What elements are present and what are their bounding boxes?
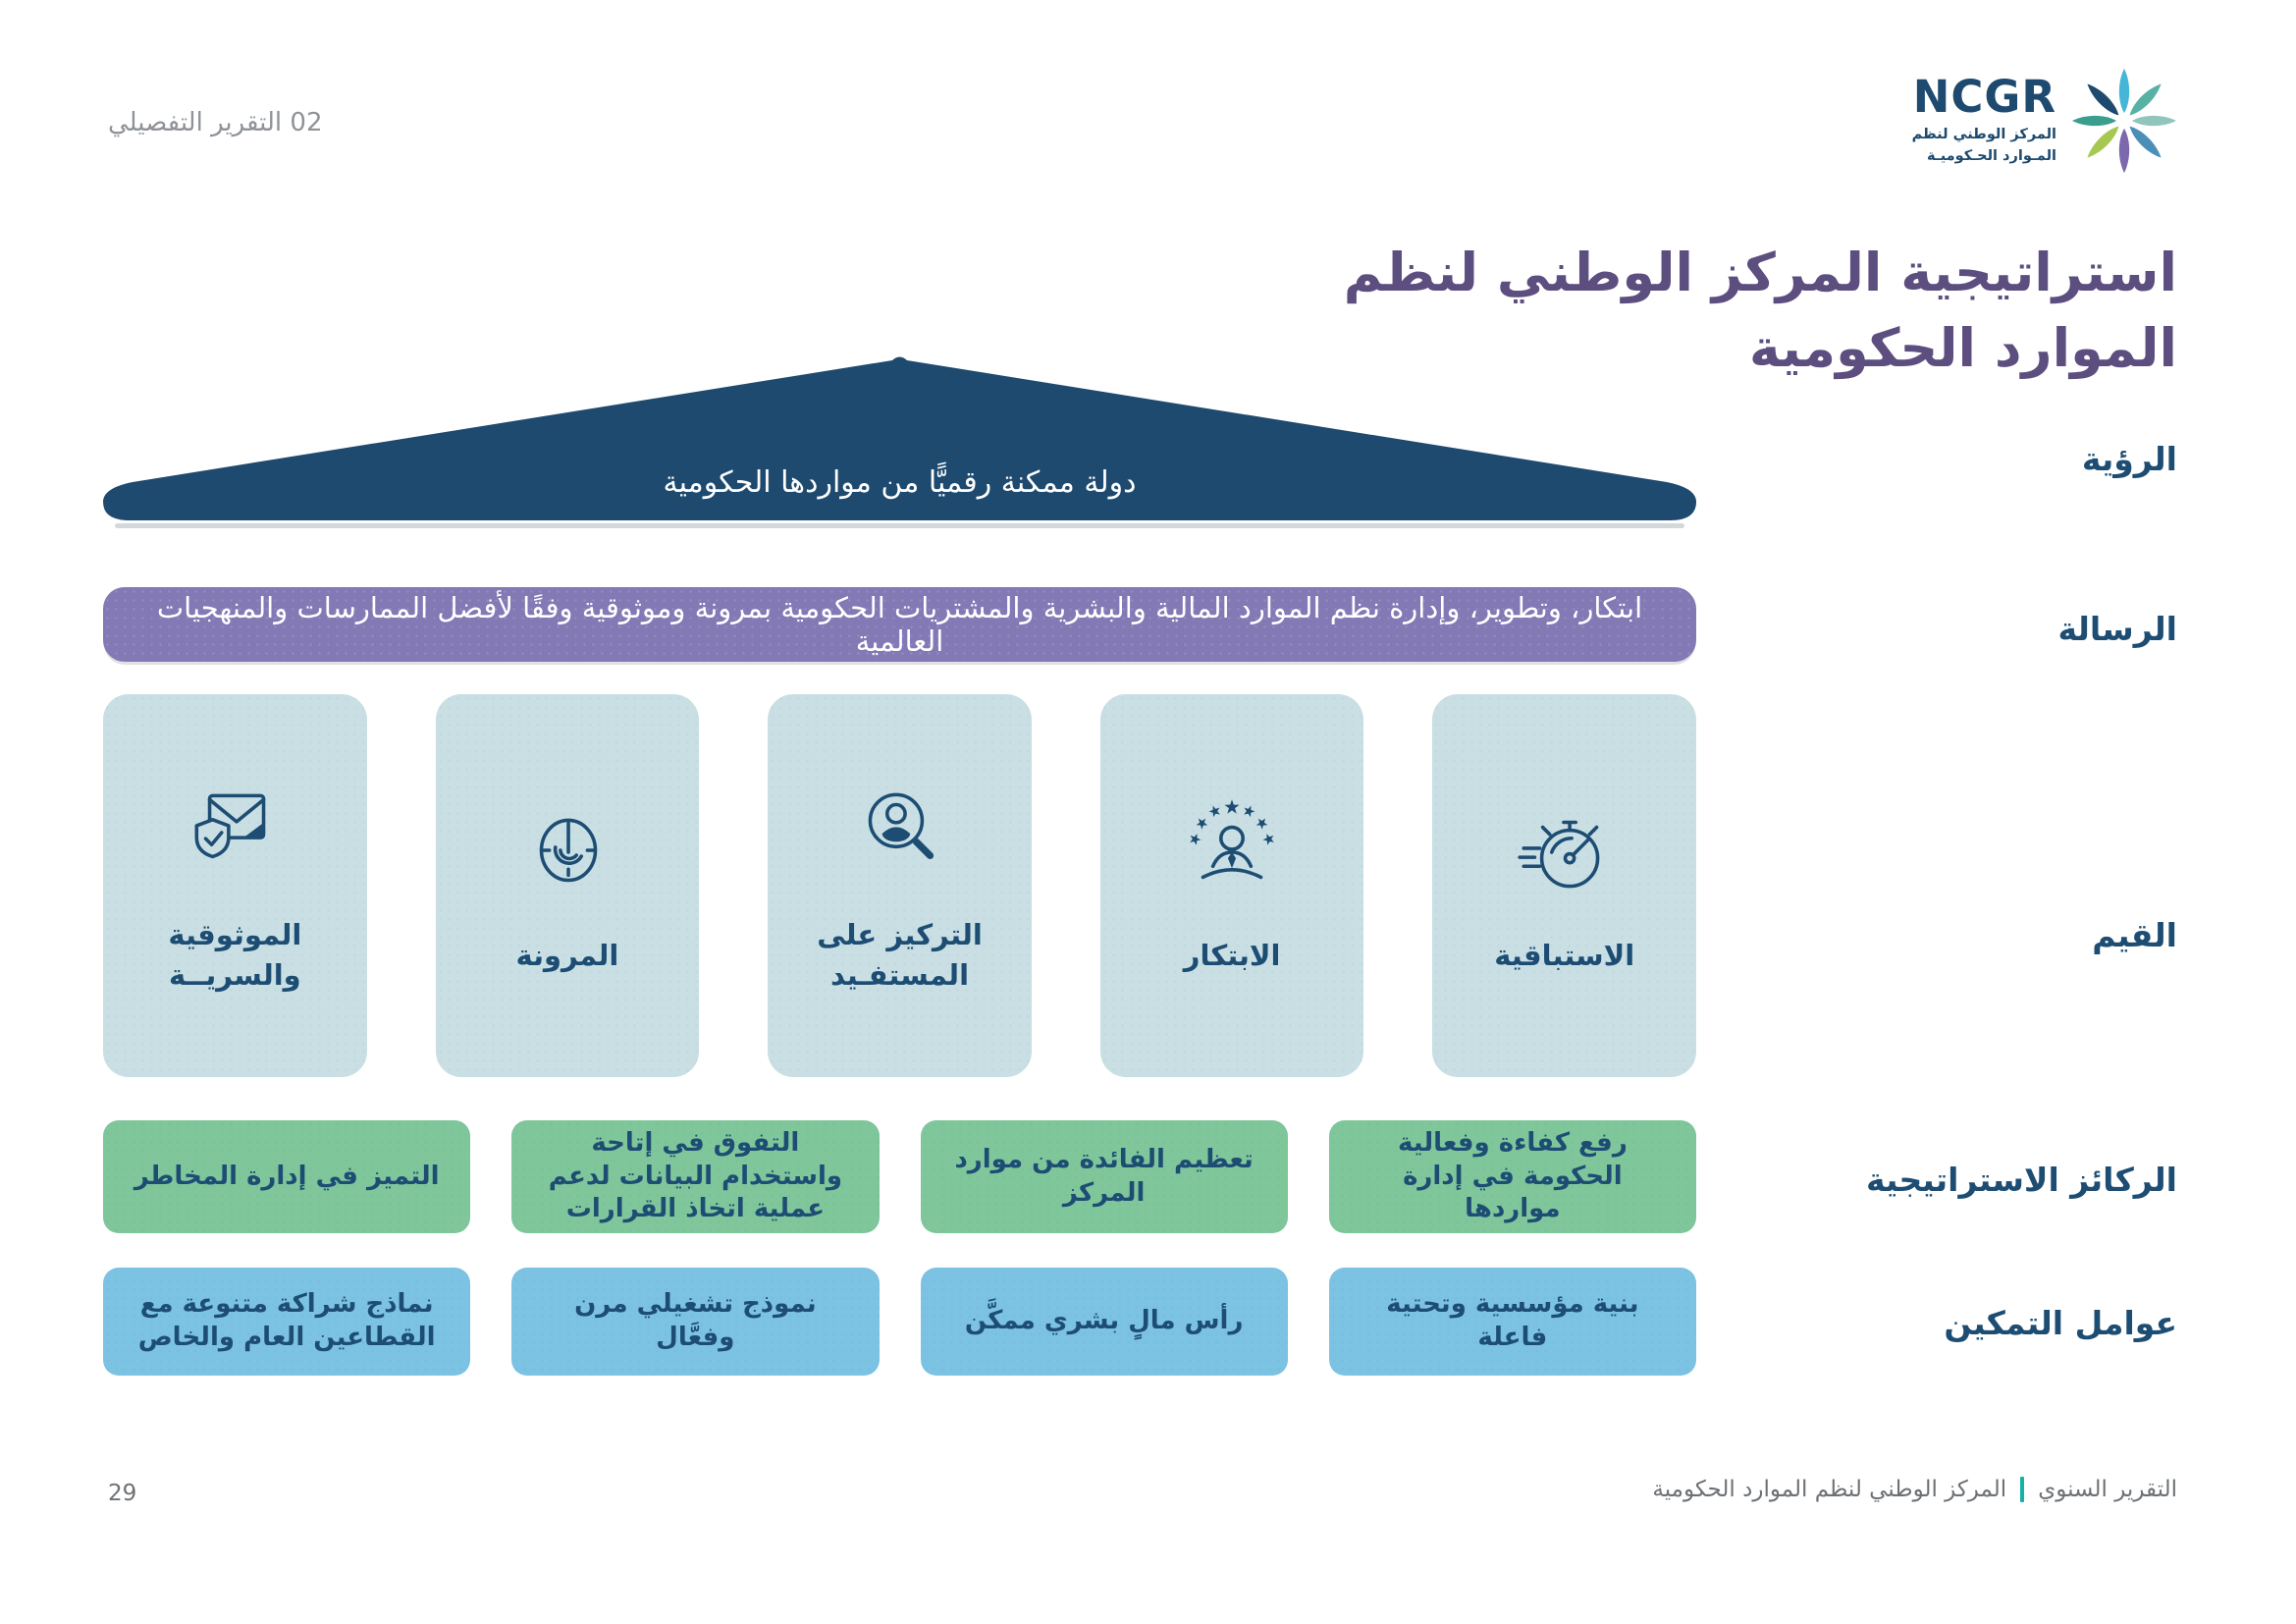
stopwatch-icon [1510,796,1620,906]
enabler-card: نماذج شراكة متنوعة مع القطاعين العام والخاص [103,1268,470,1376]
mission-label: الرسالة [2057,610,2177,648]
value-card-reliability-confidentiality [103,694,367,1077]
pillar-card: تعظيم الفائدة من موارد المركز [921,1120,1288,1233]
vision-label: الرؤية [2081,440,2177,478]
values-label: القيم [2092,916,2177,954]
vision-statement: دولة ممكنة رقميًّا من مواردها الحكومية [663,465,1137,500]
ncgr-logo [1912,63,2182,179]
ncgr-star-icon [2066,63,2182,179]
value-label: الابتكار [1183,938,1281,972]
value-label: المرونة [515,938,619,972]
enabler-card: بنية مؤسسية وتحتية فاعلة [1329,1268,1696,1376]
pillar-card: التميز في إدارة المخاطر [103,1120,470,1233]
value-label: الموثوقية والسريــة [168,918,302,992]
flexibility-clock-icon [512,796,622,906]
page-title-line1: استراتيجية المركز الوطني لنظم [1343,242,2177,303]
mission-statement: ابتكار، وتطوير، وإدارة نظم الموارد المالية والبشرية والمشتريات الحكومية بمرونة وموثوقية وفقًا لأفضل الممارسات والمنهجيات العالمية [156,591,1643,658]
pillar-card: رفع كفاءة وفعالية الحكومة في إدارة مواردها [1329,1120,1696,1233]
value-card-proactivity [1432,694,1696,1077]
logo-acronym: NCGR [1912,71,2056,124]
footer-org-name: المركز الوطني لنظم الموارد الحكومية [1652,1477,2007,1502]
pillars-row [103,1120,1696,1233]
page-title-line2: الموارد الحكومية [1748,316,2177,379]
enablers-row [103,1268,1696,1376]
value-label: الاستباقية [1494,938,1635,972]
beneficiary-magnifier-icon [845,776,955,886]
values-row [103,694,1696,1077]
secure-mail-shield-icon [180,776,290,886]
strategy-house-diagram [103,0,1696,1624]
value-card-innovation [1100,694,1364,1077]
value-card-flexibility [436,694,700,1077]
pillars-label: الركائز الاستراتيجية [1866,1161,2177,1199]
roof-shadow [115,523,1684,528]
mission-bar [103,587,1696,662]
enabler-card: رأس مالٍ بشري ممكَّن [921,1268,1288,1376]
innovation-stars-icon [1177,796,1287,906]
logo-text [1911,71,2056,166]
value-card-beneficiary-focus [768,694,1032,1077]
footer-separator [2020,1477,2024,1502]
pillar-card: التفوق في إتاحة واستخدام البيانات لدعم عملية اتخاذ القرارات [511,1120,879,1233]
enabler-card: نموذج تشغيلي مرن وفعَّال [511,1268,879,1376]
enablers-label: عوامل التمكين [1944,1304,2177,1342]
section-tag: 02 التقرير التفصيلي [108,108,323,137]
page-number: 29 [108,1481,137,1506]
value-label: التركيز على المستفـيد [817,918,983,992]
logo-name-line1: المركز الوطني لنظم [1911,127,2056,143]
logo-name-line2: المـوارد الحـكوميـة [1927,147,2056,164]
footer-breadcrumb [1652,1473,2177,1506]
footer-report-name: التقرير السنوي [2038,1477,2177,1502]
